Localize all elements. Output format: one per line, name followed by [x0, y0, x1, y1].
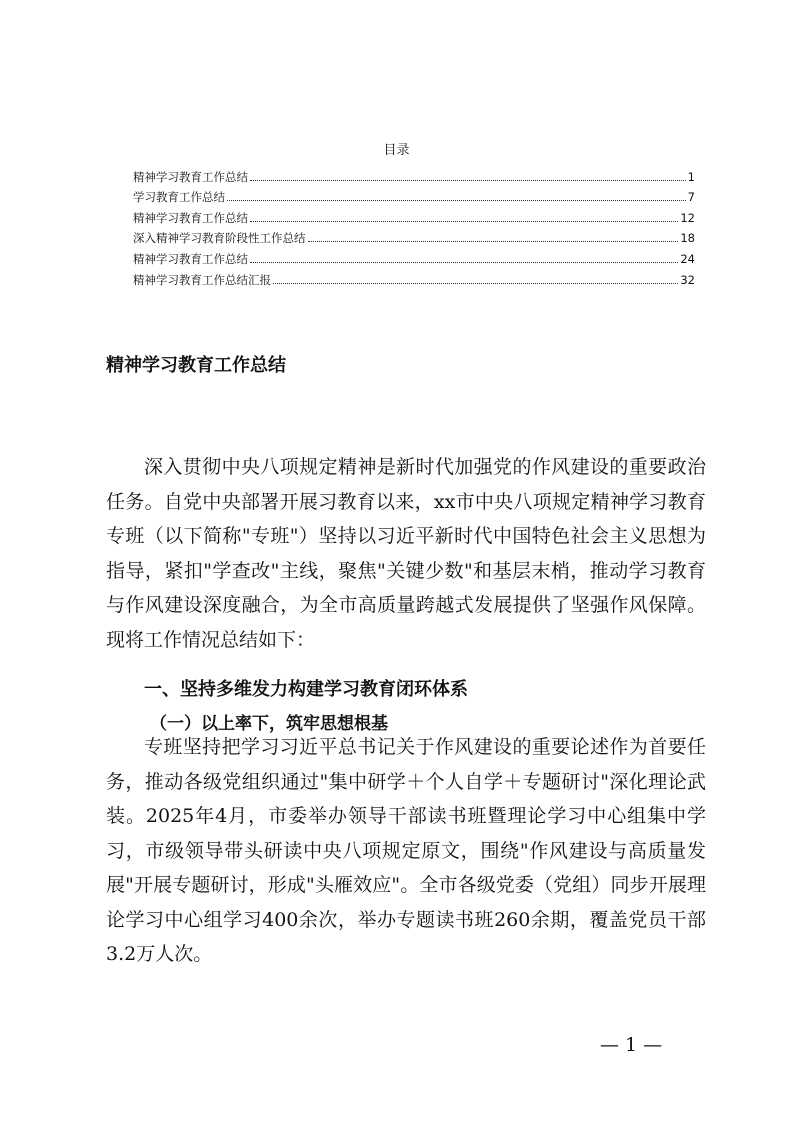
toc-entry[interactable]: [133, 184, 695, 205]
toc-entry-page: 32: [680, 272, 695, 287]
page-number: — 1 —: [600, 1034, 663, 1056]
toc-entry-page: 12: [680, 210, 695, 225]
toc-entry-label: 精神学习教育工作总结: [133, 169, 248, 184]
toc-entry-page: 18: [680, 231, 695, 246]
toc-entry-page: 1: [687, 169, 695, 184]
table-of-contents: [133, 163, 695, 287]
toc-entry[interactable]: [133, 225, 695, 246]
section-paragraph: 专班坚持把学习习近平总书记关于作风建设的重要论述作为首要任务，推动各级党组织通过"集中研学＋个人自学＋专题研讨"深化理论武装。2025年4月，市委举办领导干部读书班暨理论学习中心组集中学习，市级领导带头研读中央八项规定原文，围绕"作风建设与高质量发展"开展专题研讨，形成"头雁效应"。全市各级党委（党组）同步开展理论学习中心组学习400余次，举办专题读书班260余期，覆盖党员干部3.2万人次。: [106, 736, 706, 965]
toc-entry-label: 精神学习教育工作总结: [133, 251, 248, 266]
toc-dot-leader: [308, 240, 679, 242]
toc-entry[interactable]: [133, 266, 695, 287]
toc-dot-leader: [273, 282, 678, 284]
toc-entry-label: 深入精神学习教育阶段性工作总结: [133, 231, 306, 246]
toc-entry[interactable]: [133, 245, 695, 266]
document-title: 精神学习教育工作总结: [106, 355, 286, 376]
intro-paragraph: 深入贯彻中央八项规定精神是新时代加强党的作风建设的重要政治任务。自党中央部署开展习教育以来，xx市中央八项规定精神学习教育专班（以下简称"专班"）坚持以习近平新时代中国特色社会主义思想为指导，紧扣"学查改"主线，聚焦"关键少数"和基层末梢，推动学习教育与作风建设深度融合，为全市高质量跨越式发展提供了坚强作风保障。现将工作情况总结如下：: [106, 456, 706, 651]
toc-entry[interactable]: [133, 204, 695, 225]
toc-entry[interactable]: [133, 163, 695, 184]
toc-entry-page: 7: [687, 190, 695, 205]
subsection-heading: （一）以上率下，筑牢思想根基: [150, 714, 388, 734]
toc-entry-label: 精神学习教育工作总结汇报: [133, 272, 271, 287]
toc-entry-label: 学习教育工作总结: [133, 190, 225, 205]
toc-dot-leader: [250, 220, 678, 222]
toc-entry-page: 24: [680, 251, 695, 266]
section-heading: 一、坚持多维发力构建学习教育闭环体系: [144, 679, 468, 700]
toc-dot-leader: [227, 199, 686, 201]
toc-dot-leader: [250, 179, 686, 181]
toc-entry-label: 精神学习教育工作总结: [133, 210, 248, 225]
toc-dot-leader: [250, 261, 678, 263]
toc-title: 目录: [383, 143, 410, 158]
